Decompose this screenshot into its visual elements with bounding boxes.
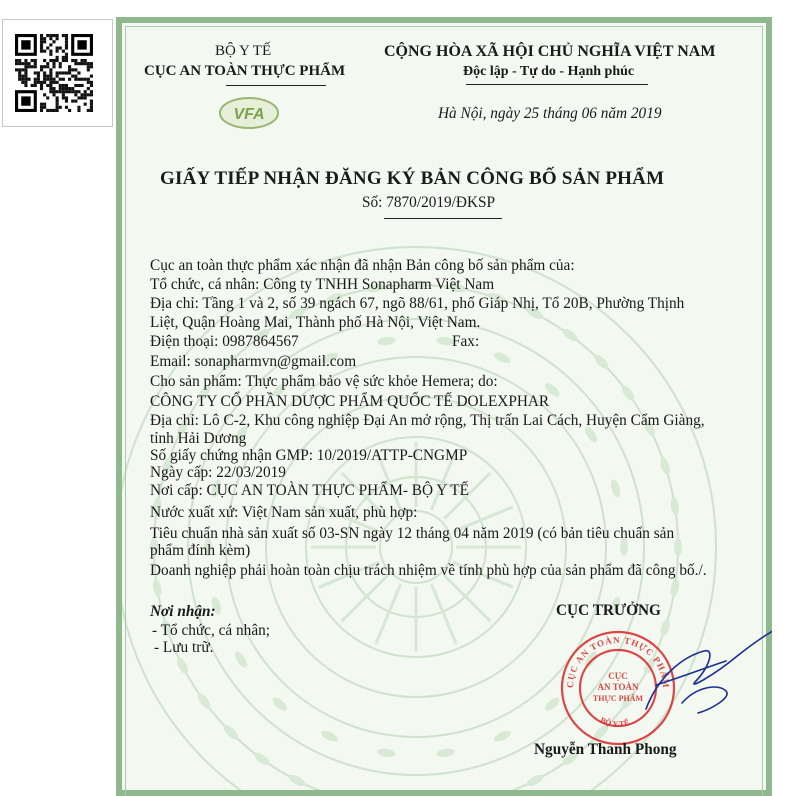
svg-text:AN TOÀN: AN TOÀN (597, 682, 639, 692)
applicant-address-line1: Địa chỉ: Tầng 1 và 2, số 39 ngách 67, ngõ 88/61, phố Giáp Nhị, Tổ 20B, Phường Thịnh (150, 295, 685, 312)
standard-line2: phẩm đính kèm) (150, 542, 251, 559)
qr-code-icon (15, 34, 93, 112)
vfa-logo (218, 95, 280, 131)
applicant-address-line2: Liệt, Quận Hoàng Mai, Thành phố Hà Nội, Việt Nam. (150, 314, 481, 331)
national-motto: Độc lập - Tự do - Hạnh phúc (463, 64, 635, 79)
agency-name: CỤC AN TOÀN THỰC PHẨM (144, 63, 346, 79)
signer-name: Nguyễn Thanh Phong (534, 741, 677, 758)
title-underline (384, 218, 502, 219)
handwritten-signature (586, 617, 772, 737)
ministry-name: BỘ Y TẾ (215, 43, 272, 59)
svg-text:CỤC AN TOÀN THỰC PHẨM: CỤC AN TOÀN THỰC PHẨM (564, 634, 672, 689)
agency-underline (226, 85, 326, 86)
responsibility-line: Doanh nghiệp phải hoàn toàn chịu trách nhiệm về tính phù hợp của sản phẩm đã công bố./. (150, 562, 707, 579)
recipient-archive: - Lưu trữ. (154, 639, 214, 656)
origin-line: Nước xuất xứ: Việt Nam sản xuất, phù hợp: (150, 504, 418, 521)
gmp-certificate-line: Số giấy chứng nhận GMP: 10/2019/ATTP-CNGMP (150, 447, 468, 464)
svg-text:VFA: VFA (233, 106, 265, 123)
intro-line: Cục an toàn thực phẩm xác nhận đã nhận Bản công bố sản phẩm của: (150, 257, 575, 274)
document-number: Số: 7870/2019/ĐKSP (362, 194, 496, 211)
manufacturer-address-line2: tỉnh Hải Dương (150, 430, 247, 447)
issue-date: Hà Nội, ngày 25 tháng 06 năm 2019 (438, 105, 662, 122)
fax-line: Fax: (452, 333, 480, 350)
email-line: Email: sonapharmvn@gmail.com (150, 353, 357, 370)
product-line: Cho sản phẩm: Thực phẩm bảo vệ sức khỏe Hemera; do: (150, 373, 498, 390)
applicant-line: Tổ chức, cá nhân: Công ty TNHH Sonapharm Việt Nam (150, 276, 495, 293)
svg-text:CỤC: CỤC (608, 671, 628, 681)
manufacturer-address-line1: Địa chỉ: Lô C-2, Khu công nghiệp Đại An mở rộng, Thị trấn Lai Cách, Huyện Cẩm Giàng, (150, 412, 705, 429)
gmp-issuer-line: Nơi cấp: CỤC AN TOÀN THỰC PHẨM- BỘ Y TẾ (150, 482, 469, 499)
phone-line: Điện thoại: 0987864567 (150, 333, 299, 350)
country-name: CỘNG HÒA XÃ HỘI CHỦ NGHĨA VIỆT NAM (384, 43, 716, 60)
svg-text:THỰC PHẨM: THỰC PHẨM (592, 694, 644, 703)
recipient-organization: - Tổ chức, cá nhân; (152, 622, 271, 639)
certificate (116, 17, 772, 796)
recipients-label: Nơi nhận: (150, 603, 216, 620)
standard-line1: Tiêu chuẩn nhà sản xuất số 03-SN ngày 12 tháng 04 năm 2019 (có bản tiêu chuẩn sản (150, 525, 675, 542)
signer-title: CỤC TRƯỞNG (556, 602, 661, 619)
qr-code[interactable] (2, 19, 113, 127)
motto-underline (466, 84, 648, 85)
document-title: GIẤY TIẾP NHẬN ĐĂNG KÝ BẢN CÔNG BỐ SẢN PHẨM (160, 168, 665, 189)
svg-text:BỘ Y TẾ: BỘ Y TẾ (598, 715, 631, 729)
gmp-issue-date-line: Ngày cấp: 22/03/2019 (150, 464, 286, 481)
manufacturer-name: CÔNG TY CỔ PHẦN DƯỢC PHẨM QUỐC TẾ DOLEXPHAR (150, 393, 550, 410)
